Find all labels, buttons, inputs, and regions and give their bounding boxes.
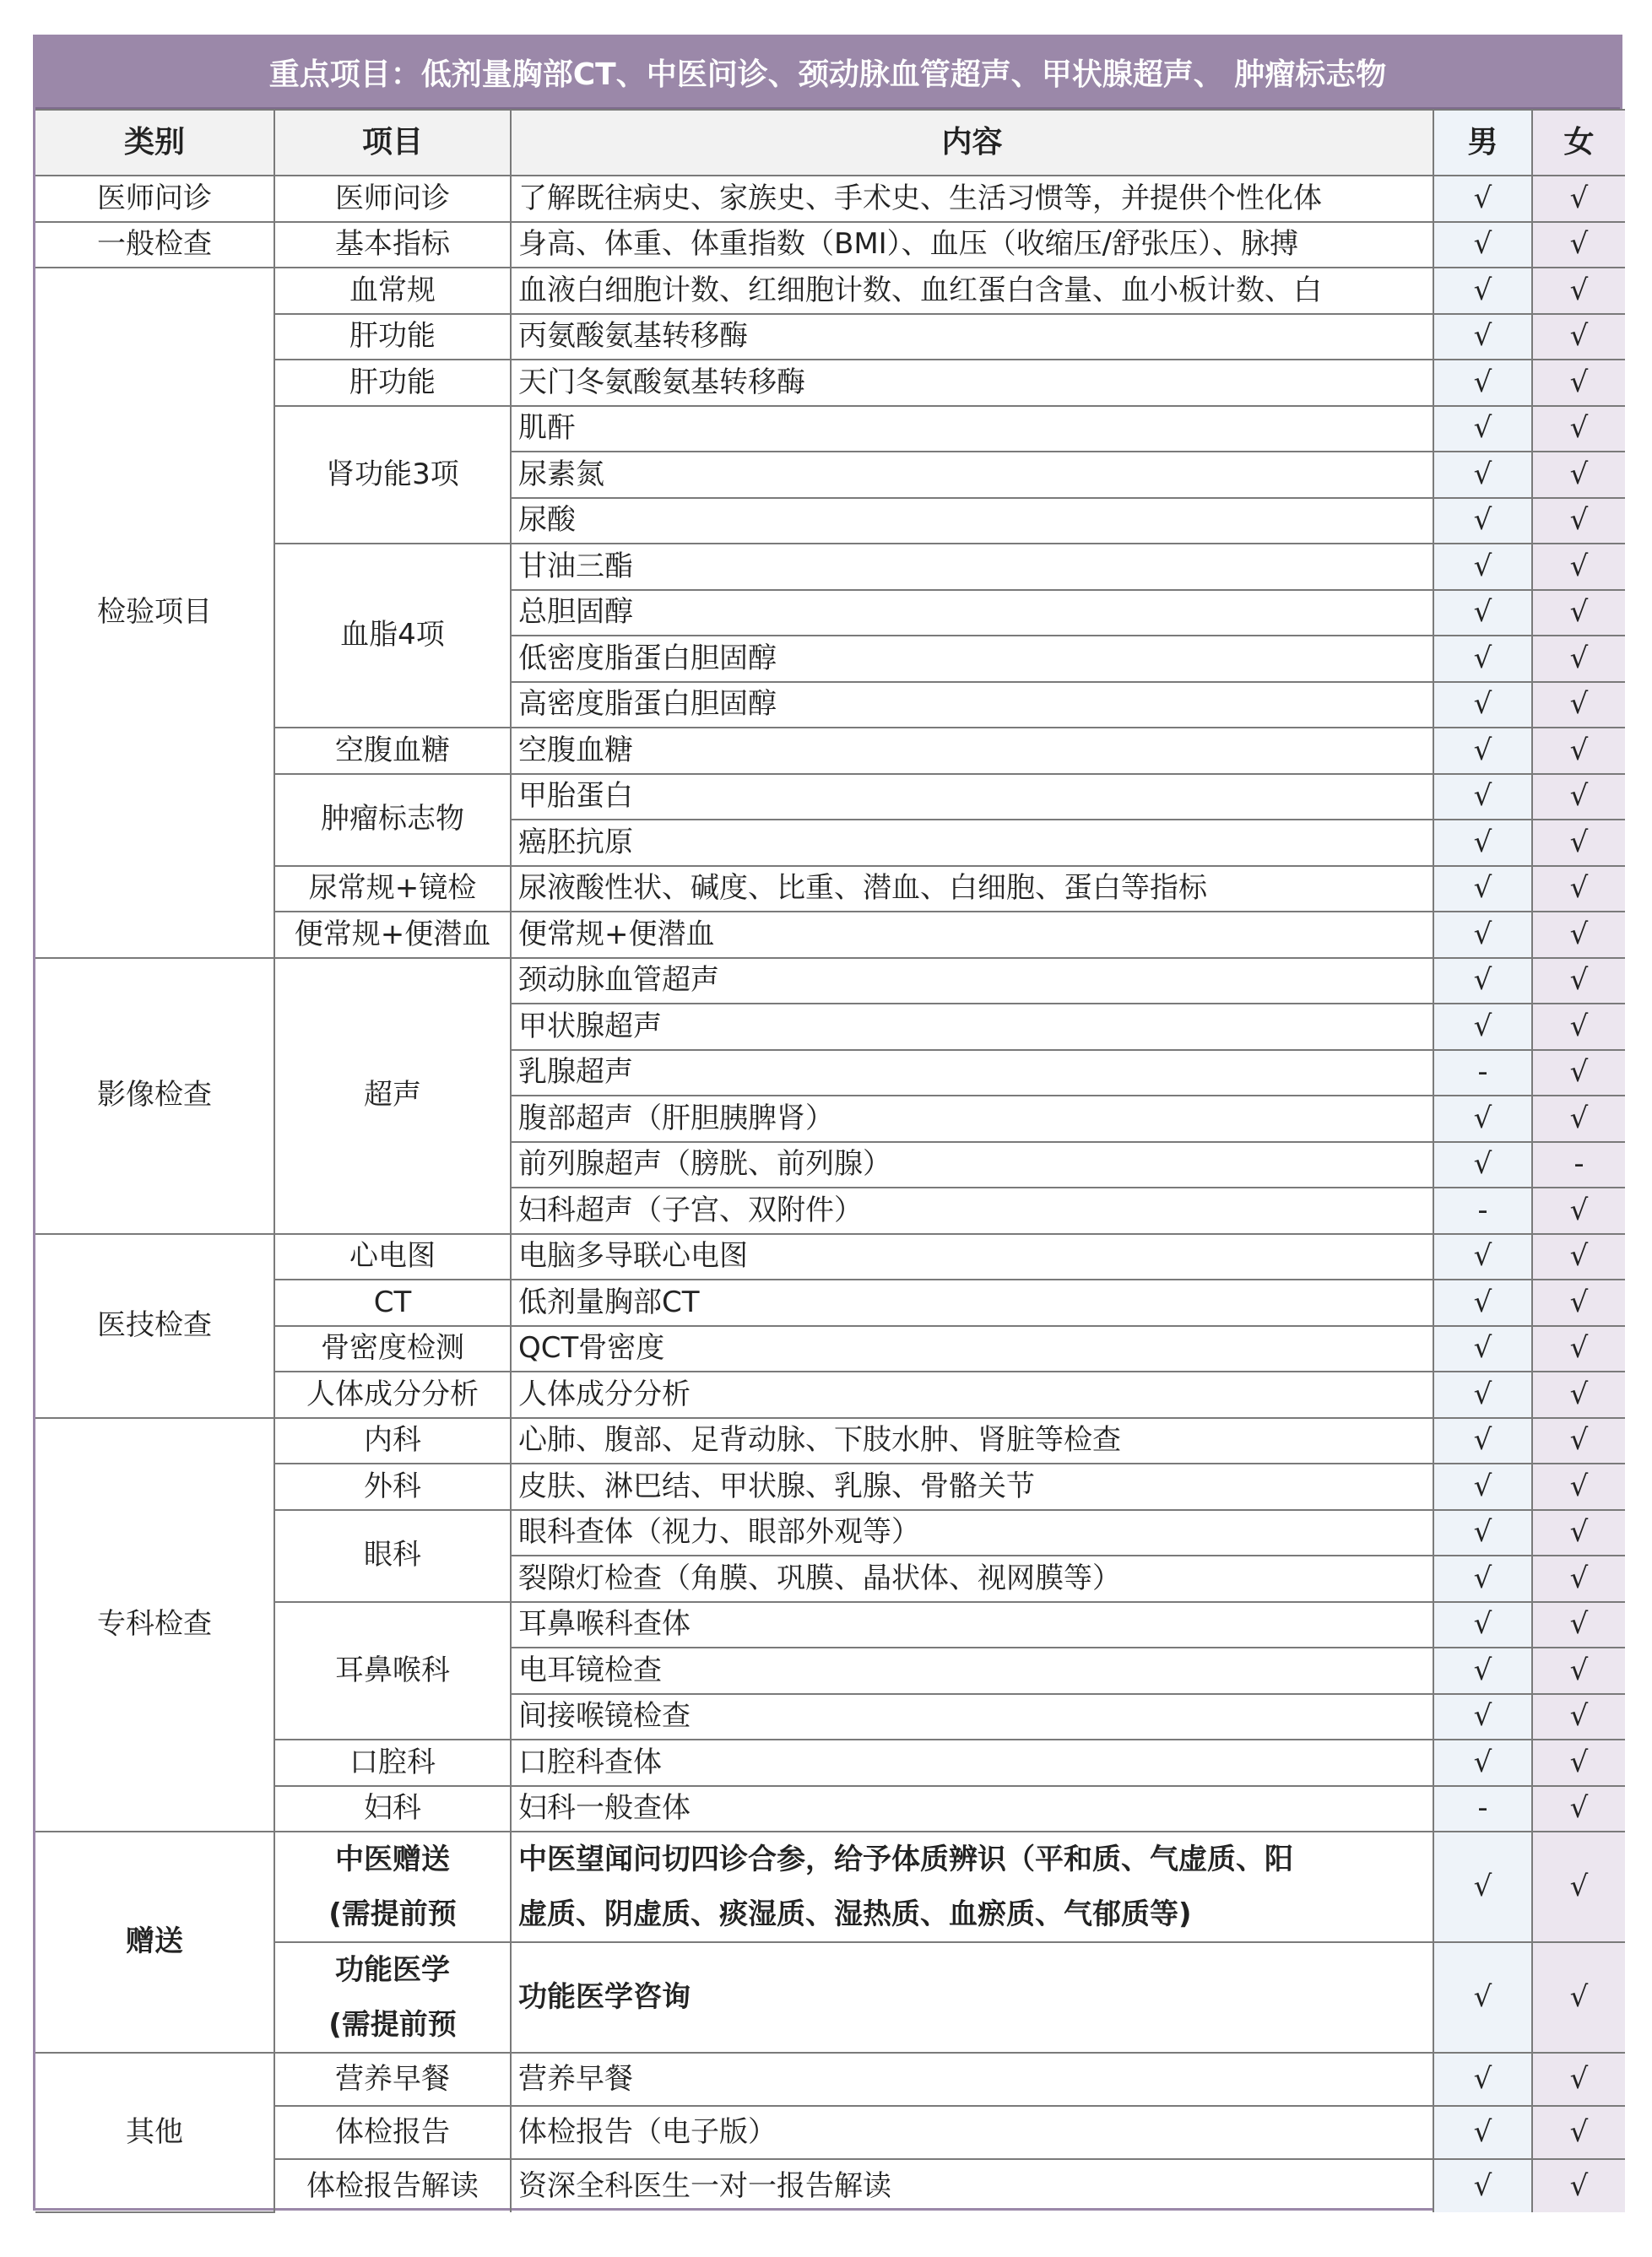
male-mark: √ bbox=[1433, 1372, 1532, 1418]
item-line: 中医赠送 bbox=[335, 1843, 450, 1876]
female-mark: √ bbox=[1532, 452, 1625, 498]
item-cell bbox=[274, 1942, 511, 2053]
table-row bbox=[35, 1234, 1625, 1280]
male-mark: √ bbox=[1433, 1602, 1532, 1648]
female-mark: √ bbox=[1532, 1556, 1625, 1602]
female-mark: √ bbox=[1532, 314, 1625, 360]
content-cell: 血液白细胞计数、红细胞计数、血红蛋白含量、血小板计数、白 bbox=[511, 268, 1433, 314]
female-mark: √ bbox=[1532, 682, 1625, 728]
item-cell: 体检报告 bbox=[274, 2106, 511, 2159]
category-cell: 赠送 bbox=[35, 1832, 274, 2053]
male-mark: √ bbox=[1433, 1740, 1532, 1786]
category-cell: 检验项目 bbox=[35, 268, 274, 958]
female-mark: √ bbox=[1532, 176, 1625, 222]
female-mark: √ bbox=[1532, 1096, 1625, 1142]
content-cell: QCT骨密度 bbox=[511, 1326, 1433, 1372]
item-cell: 肿瘤标志物 bbox=[274, 774, 511, 866]
content-cell: 耳鼻喉科查体 bbox=[511, 1602, 1433, 1648]
table-row bbox=[35, 1602, 1625, 1648]
male-mark: √ bbox=[1433, 176, 1532, 222]
table-row bbox=[35, 774, 1625, 820]
table-row bbox=[35, 1372, 1625, 1418]
male-mark: - bbox=[1433, 1188, 1532, 1234]
content-cell: 心肺、腹部、足背动脉、下肢水肿、肾脏等检查 bbox=[511, 1418, 1433, 1464]
female-mark: √ bbox=[1532, 1326, 1625, 1372]
male-mark: √ bbox=[1433, 452, 1532, 498]
item-cell: 肝功能 bbox=[274, 314, 511, 360]
item-cell: 骨密度检测 bbox=[274, 1326, 511, 1372]
content-cell: 甲胎蛋白 bbox=[511, 774, 1433, 820]
content-cell: 口腔科查体 bbox=[511, 1740, 1433, 1786]
female-mark: √ bbox=[1532, 222, 1625, 268]
content-cell: 腹部超声（肝胆胰脾肾） bbox=[511, 1096, 1433, 1142]
table-row bbox=[35, 1418, 1625, 1464]
table-row bbox=[35, 268, 1625, 314]
male-mark: √ bbox=[1433, 590, 1532, 636]
table-row bbox=[35, 728, 1625, 774]
item-cell: 心电图 bbox=[274, 1234, 511, 1280]
item-cell: 空腹血糖 bbox=[274, 728, 511, 774]
content-cell: 乳腺超声 bbox=[511, 1050, 1433, 1096]
table-row bbox=[35, 222, 1625, 268]
content-cell: 便常规+便潜血 bbox=[511, 912, 1433, 958]
table-row bbox=[35, 2159, 1625, 2212]
content-cell: 裂隙灯检查（角膜、巩膜、晶状体、视网膜等） bbox=[511, 1556, 1433, 1602]
male-mark: √ bbox=[1433, 1942, 1532, 2053]
female-mark: √ bbox=[1532, 912, 1625, 958]
item-cell: 基本指标 bbox=[274, 222, 511, 268]
item-cell: 体检报告解读 bbox=[274, 2159, 511, 2212]
male-mark: √ bbox=[1433, 1326, 1532, 1372]
table-row bbox=[35, 1832, 1625, 1942]
female-mark: √ bbox=[1532, 1740, 1625, 1786]
male-mark: √ bbox=[1433, 268, 1532, 314]
female-mark: √ bbox=[1532, 1004, 1625, 1050]
category-cell: 医技检查 bbox=[35, 1234, 274, 1418]
female-mark: √ bbox=[1532, 360, 1625, 406]
item-cell: 内科 bbox=[274, 1418, 511, 1464]
male-mark: √ bbox=[1433, 406, 1532, 452]
male-mark: √ bbox=[1433, 912, 1532, 958]
female-mark: √ bbox=[1532, 498, 1625, 544]
female-mark: √ bbox=[1532, 1510, 1625, 1556]
content-cell: 前列腺超声（膀胱、前列腺） bbox=[511, 1142, 1433, 1188]
male-mark: √ bbox=[1433, 1142, 1532, 1188]
item-cell bbox=[274, 1832, 511, 1942]
female-mark: √ bbox=[1532, 1418, 1625, 1464]
female-mark: - bbox=[1532, 1142, 1625, 1188]
content-cell: 妇科一般查体 bbox=[511, 1786, 1433, 1832]
content-cell: 丙氨酸氨基转移酶 bbox=[511, 314, 1433, 360]
male-mark: √ bbox=[1433, 958, 1532, 1004]
female-mark: √ bbox=[1532, 268, 1625, 314]
female-mark: √ bbox=[1532, 590, 1625, 636]
female-mark: √ bbox=[1532, 866, 1625, 912]
table-row bbox=[35, 912, 1625, 958]
female-mark: √ bbox=[1532, 1694, 1625, 1740]
male-mark: - bbox=[1433, 1786, 1532, 1832]
female-mark: √ bbox=[1532, 1942, 1625, 2053]
table-row bbox=[35, 360, 1625, 406]
category-cell: 专科检查 bbox=[35, 1418, 274, 1832]
content-cell: 甲状腺超声 bbox=[511, 1004, 1433, 1050]
header-content: 内容 bbox=[511, 110, 1433, 176]
category-cell: 一般检查 bbox=[35, 222, 274, 268]
category-cell: 其他 bbox=[35, 2053, 274, 2212]
content-cell: 尿酸 bbox=[511, 498, 1433, 544]
female-mark: √ bbox=[1532, 820, 1625, 866]
content-cell: 皮肤、淋巴结、甲状腺、乳腺、骨骼关节 bbox=[511, 1464, 1433, 1510]
table-row bbox=[35, 314, 1625, 360]
table-row bbox=[35, 176, 1625, 222]
male-mark: √ bbox=[1433, 1234, 1532, 1280]
female-mark: √ bbox=[1532, 1648, 1625, 1694]
item-line: (需提前预 bbox=[328, 2007, 457, 2042]
content-cell: 妇科超声（子宫、双附件） bbox=[511, 1188, 1433, 1234]
male-mark: √ bbox=[1433, 820, 1532, 866]
female-mark: √ bbox=[1532, 958, 1625, 1004]
header-female: 女 bbox=[1532, 110, 1625, 176]
content-cell: 尿素氮 bbox=[511, 452, 1433, 498]
content-cell: 高密度脂蛋白胆固醇 bbox=[511, 682, 1433, 728]
content-cell: 体检报告（电子版） bbox=[511, 2106, 1433, 2159]
male-mark: √ bbox=[1433, 1510, 1532, 1556]
table-row bbox=[35, 1942, 1625, 2053]
item-cell: 肾功能3项 bbox=[274, 406, 511, 544]
male-mark: √ bbox=[1433, 1648, 1532, 1694]
item-cell: 医师问诊 bbox=[274, 176, 511, 222]
table-row bbox=[35, 1464, 1625, 1510]
male-mark: √ bbox=[1433, 360, 1532, 406]
male-mark: √ bbox=[1433, 682, 1532, 728]
male-mark: √ bbox=[1433, 2106, 1532, 2159]
male-mark: - bbox=[1433, 1050, 1532, 1096]
female-mark: √ bbox=[1532, 2053, 1625, 2106]
female-mark: √ bbox=[1532, 1234, 1625, 1280]
header-item: 项目 bbox=[274, 110, 511, 176]
content-cell: 颈动脉血管超声 bbox=[511, 958, 1433, 1004]
item-cell: 超声 bbox=[274, 958, 511, 1234]
content-cell: 电脑多导联心电图 bbox=[511, 1234, 1433, 1280]
table-row bbox=[35, 1326, 1625, 1372]
table-row bbox=[35, 1280, 1625, 1326]
item-line: 功能医学 bbox=[335, 1953, 450, 1988]
item-cell: CT bbox=[274, 1280, 511, 1326]
content-cell: 总胆固醇 bbox=[511, 590, 1433, 636]
content-cell: 功能医学咨询 bbox=[511, 1942, 1433, 2053]
content-cell: 人体成分分析 bbox=[511, 1372, 1433, 1418]
content-cell: 间接喉镜检查 bbox=[511, 1694, 1433, 1740]
male-mark: √ bbox=[1433, 728, 1532, 774]
male-mark: √ bbox=[1433, 1832, 1532, 1942]
male-mark: √ bbox=[1433, 2159, 1532, 2212]
item-cell: 妇科 bbox=[274, 1786, 511, 1832]
item-cell: 血脂4项 bbox=[274, 544, 511, 728]
content-cell: 癌胚抗原 bbox=[511, 820, 1433, 866]
item-line: (需提前预 bbox=[328, 1897, 457, 1931]
female-mark: √ bbox=[1532, 774, 1625, 820]
female-mark: √ bbox=[1532, 636, 1625, 682]
female-mark: √ bbox=[1532, 1464, 1625, 1510]
checkup-items-table bbox=[35, 109, 1625, 2213]
female-mark: √ bbox=[1532, 728, 1625, 774]
category-cell: 医师问诊 bbox=[35, 176, 274, 222]
male-mark: √ bbox=[1433, 1280, 1532, 1326]
table-row bbox=[35, 544, 1625, 590]
male-mark: √ bbox=[1433, 2053, 1532, 2106]
male-mark: √ bbox=[1433, 1694, 1532, 1740]
content-cell: 甘油三酯 bbox=[511, 544, 1433, 590]
table-row bbox=[35, 1510, 1625, 1556]
female-mark: √ bbox=[1532, 406, 1625, 452]
content-cell: 低剂量胸部CT bbox=[511, 1280, 1433, 1326]
male-mark: √ bbox=[1433, 544, 1532, 590]
female-mark: √ bbox=[1532, 1372, 1625, 1418]
female-mark: √ bbox=[1532, 1602, 1625, 1648]
male-mark: √ bbox=[1433, 636, 1532, 682]
header-male: 男 bbox=[1433, 110, 1532, 176]
content-cell: 资深全科医生一对一报告解读 bbox=[511, 2159, 1433, 2212]
female-mark: √ bbox=[1532, 1832, 1625, 1942]
item-cell: 眼科 bbox=[274, 1510, 511, 1602]
male-mark: √ bbox=[1433, 314, 1532, 360]
male-mark: √ bbox=[1433, 1418, 1532, 1464]
content-cell bbox=[511, 1832, 1433, 1942]
female-mark: √ bbox=[1532, 1050, 1625, 1096]
table-row bbox=[35, 958, 1625, 1004]
table-row bbox=[35, 406, 1625, 452]
table-row bbox=[35, 866, 1625, 912]
content-cell: 眼科查体（视力、眼部外观等） bbox=[511, 1510, 1433, 1556]
male-mark: √ bbox=[1433, 1464, 1532, 1510]
male-mark: √ bbox=[1433, 1556, 1532, 1602]
item-cell: 营养早餐 bbox=[274, 2053, 511, 2106]
table-row bbox=[35, 2106, 1625, 2159]
item-cell: 人体成分分析 bbox=[274, 1372, 511, 1418]
female-mark: √ bbox=[1532, 544, 1625, 590]
package-table-frame bbox=[33, 35, 1622, 2211]
category-cell: 影像检查 bbox=[35, 958, 274, 1234]
item-cell: 口腔科 bbox=[274, 1740, 511, 1786]
female-mark: √ bbox=[1532, 1786, 1625, 1832]
female-mark: √ bbox=[1532, 1188, 1625, 1234]
item-cell: 肝功能 bbox=[274, 360, 511, 406]
item-cell: 耳鼻喉科 bbox=[274, 1602, 511, 1740]
female-mark: √ bbox=[1532, 2159, 1625, 2212]
item-cell: 便常规+便潜血 bbox=[274, 912, 511, 958]
table-row bbox=[35, 1786, 1625, 1832]
content-line: 中医望闻问切四诊合参，给予体质辨识（平和质、气虚质、阳 bbox=[518, 1843, 1293, 1876]
content-cell: 肌酐 bbox=[511, 406, 1433, 452]
male-mark: √ bbox=[1433, 774, 1532, 820]
page-title: 重点项目：低剂量胸部CT、中医问诊、颈动脉血管超声、甲状腺超声、 肿瘤标志物 bbox=[35, 37, 1620, 109]
female-mark: √ bbox=[1532, 2106, 1625, 2159]
table-row bbox=[35, 2053, 1625, 2106]
male-mark: √ bbox=[1433, 1004, 1532, 1050]
content-cell: 天门冬氨酸氨基转移酶 bbox=[511, 360, 1433, 406]
content-cell: 了解既往病史、家族史、手术史、生活习惯等，并提供个性化体 bbox=[511, 176, 1433, 222]
female-mark: √ bbox=[1532, 1280, 1625, 1326]
content-cell: 低密度脂蛋白胆固醇 bbox=[511, 636, 1433, 682]
male-mark: √ bbox=[1433, 498, 1532, 544]
item-cell: 外科 bbox=[274, 1464, 511, 1510]
content-cell: 尿液酸性状、碱度、比重、潜血、白细胞、蛋白等指标 bbox=[511, 866, 1433, 912]
content-cell: 空腹血糖 bbox=[511, 728, 1433, 774]
content-cell: 营养早餐 bbox=[511, 2053, 1433, 2106]
content-cell: 电耳镜检查 bbox=[511, 1648, 1433, 1694]
table-row bbox=[35, 1740, 1625, 1786]
male-mark: √ bbox=[1433, 866, 1532, 912]
item-cell: 血常规 bbox=[274, 268, 511, 314]
content-line: 虚质、阴虚质、痰湿质、湿热质、血瘀质、气郁质等) bbox=[518, 1897, 1192, 1931]
table-header-row bbox=[35, 110, 1625, 176]
male-mark: √ bbox=[1433, 222, 1532, 268]
content-cell: 身高、体重、体重指数（BMI）、血压（收缩压/舒张压）、脉搏 bbox=[511, 222, 1433, 268]
item-cell: 尿常规+镜检 bbox=[274, 866, 511, 912]
male-mark: √ bbox=[1433, 1096, 1532, 1142]
header-category: 类别 bbox=[35, 110, 274, 176]
